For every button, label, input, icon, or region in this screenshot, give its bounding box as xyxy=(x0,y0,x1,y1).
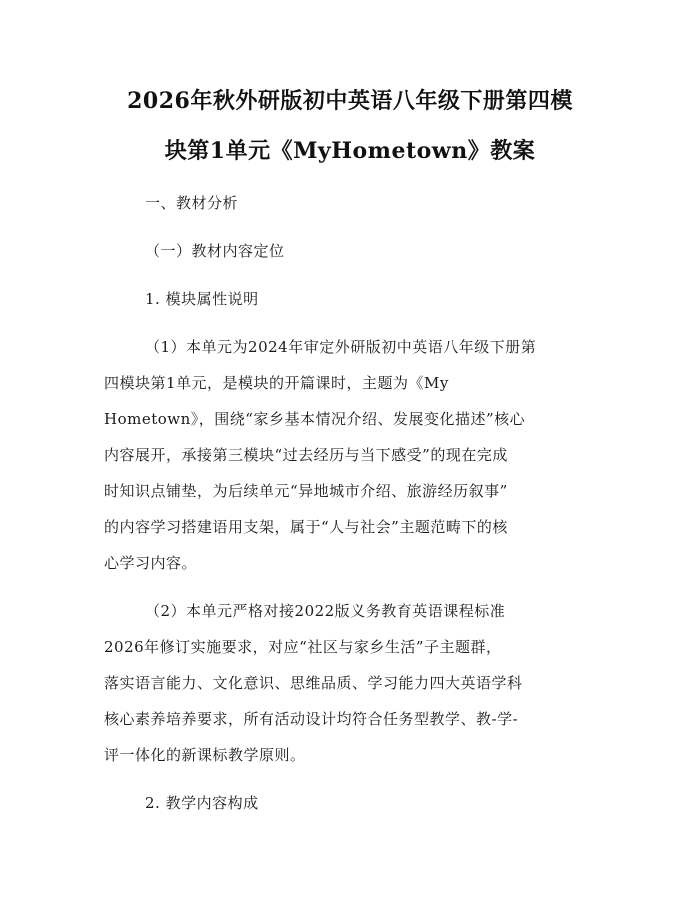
item-heading-teaching-content: 2. 教学内容构成 xyxy=(145,794,259,812)
subsection-heading-content-positioning: （一）教材内容定位 xyxy=(145,242,285,260)
section-heading-textbook-analysis: 一、教材分析 xyxy=(145,194,239,212)
paragraph-2-line: 核心素养培养要求，所有活动设计均符合任务型教学、教-学- xyxy=(104,710,519,728)
paragraph-1-line: 四模块第1单元，是模块的开篇课时，主题为《My xyxy=(104,374,449,392)
paragraph-1-line: 心学习内容。 xyxy=(104,554,198,572)
paragraph-2-line: 评一体化的新课标教学原则。 xyxy=(104,746,306,764)
paragraph-1-line: Hometown》，围绕“家乡基本情况介绍、发展变化描述”核心 xyxy=(104,410,526,428)
paragraph-1-line: 时知识点铺垫，为后续单元“异地城市介绍、旅游经历叙事” xyxy=(104,482,508,500)
paragraph-2-line: 2026年修订实施要求，对应“社区与家乡生活”子主题群， xyxy=(104,638,502,656)
paragraph-1-line: 内容展开，承接第三模块“过去经历与当下感受”的现在完成 xyxy=(104,446,508,464)
document-title-line-2: 块第1单元《MyHometown》教案 xyxy=(164,138,536,164)
paragraph-2-line: 落实语言能力、文化意识、思维品质、学习能力四大英语学科 xyxy=(104,674,523,692)
paragraph-2-line: （2）本单元严格对接2022版义务教育英语课程标准 xyxy=(145,602,506,620)
item-heading-module-attributes: 1. 模块属性说明 xyxy=(145,290,259,308)
document-title-line-1: 2026年秋外研版初中英语八年级下册第四模 xyxy=(127,88,573,114)
paragraph-1-line: 的内容学习搭建语用支架，属于“人与社会”主题范畴下的核 xyxy=(104,518,508,536)
paragraph-1-line: （1）本单元为2024年审定外研版初中英语八年级下册第 xyxy=(145,338,537,356)
